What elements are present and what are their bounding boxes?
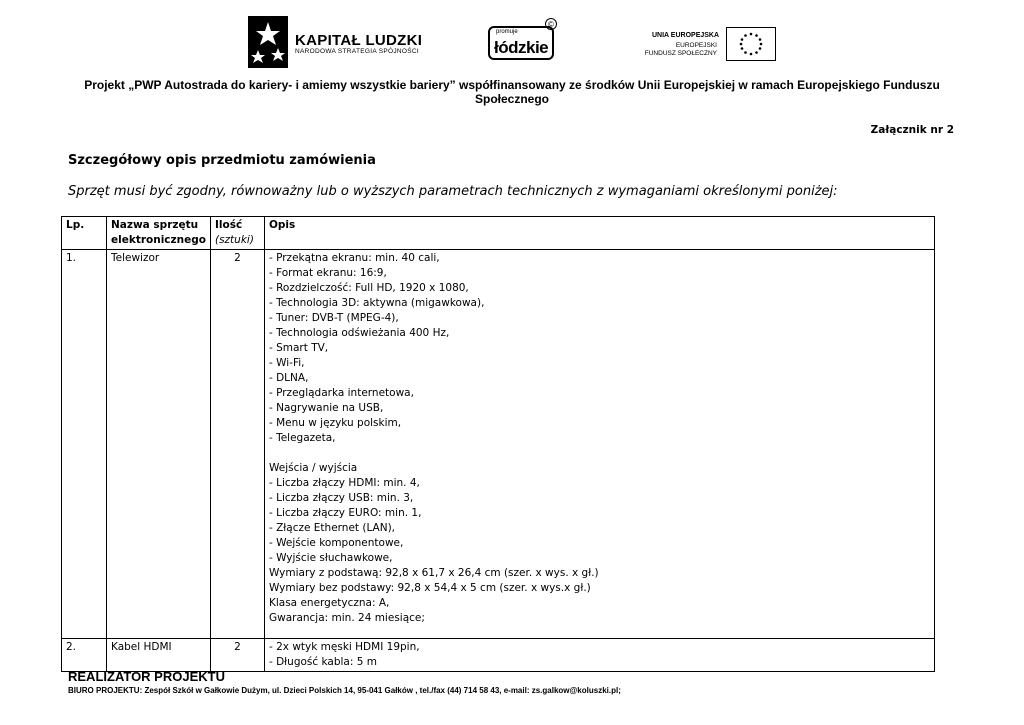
desc-line: - Tuner: DVB-T (MPEG-4), <box>268 312 399 324</box>
desc-line: - Długość kabla: 5 m <box>268 656 377 668</box>
desc-line: - Liczba złączy USB: min. 3, <box>268 492 414 504</box>
desc-line: Wymiary bez podstawy: 92,8 x 54,4 x 5 cm (szer. x wys.x gł.) <box>268 582 591 594</box>
header-name: Nazwa sprzętu elektronicznego <box>107 217 211 250</box>
header-lp: Lp. <box>62 217 107 250</box>
header-desc: Opis <box>264 217 934 250</box>
desc-line: Gwarancja: min. 24 miesiące; <box>268 612 425 624</box>
desc-line: - Format ekranu: 16:9, <box>268 267 387 279</box>
desc-line: - Wejście komponentowe, <box>268 537 404 549</box>
desc-line: - Smart TV, <box>268 342 329 354</box>
row-qty: 2 <box>210 639 264 672</box>
desc-line: - 2x wtyk męski HDMI 19pin, <box>268 641 420 653</box>
row-lp: 2. <box>62 639 107 672</box>
kapital-ludzki-logo-icon <box>248 16 288 68</box>
desc-line: Klasa energetyczna: A, <box>268 597 390 609</box>
annex-label: Załącznik nr 2 <box>870 124 954 136</box>
desc-line: - Telegazeta, <box>268 432 336 444</box>
ue-subtitle-1: EUROPEJSKI <box>675 42 717 49</box>
header-qty-unit: (sztuki) <box>214 234 254 246</box>
ue-title: UNIA EUROPEJSKA <box>652 32 720 39</box>
desc-line: - Technologia odświeżania 400 Hz, <box>268 327 450 339</box>
header-qty-label: Ilość <box>214 219 243 231</box>
desc-line: - DLNA, <box>268 372 309 384</box>
row-lp: 1. <box>62 250 107 639</box>
row-name: Kabel HDMI <box>107 639 211 672</box>
desc-line: - Wi-Fi, <box>268 357 305 369</box>
row-desc <box>264 639 934 672</box>
lodzkie-logo-text: łódzkie <box>494 38 549 57</box>
row-desc <box>264 250 934 639</box>
desc-line: Wymiary z podstawą: 92,8 x 61,7 x 26,4 cm (szer. x wys. x gł.) <box>268 567 599 579</box>
table-row <box>62 250 935 639</box>
intro-text: Sprzęt musi być zgodny, równoważny lub o wyższych parametrach technicznych z wymaganiami określonymi poniżej: <box>68 184 838 199</box>
desc-line: - Technologia 3D: aktywna (migawkowa), <box>268 297 485 309</box>
desc-line: - Przeglądarka internetowa, <box>268 387 414 399</box>
footer-address: BIURO PROJEKTU: Zespół Szkół w Gałkowie Dużym, ul. Dzieci Polskich 14, 95-041 Gałków , tel./fax (44) 714 58 43, e-mail: zs.galkow@koluszki.pl; <box>68 686 621 695</box>
table-row <box>62 639 935 672</box>
kapital-ludzki-subtitle: NARODOWA STRATEGIA SPÓJNOŚCI <box>295 48 419 55</box>
desc-line: - Nagrywanie na USB, <box>268 402 384 414</box>
desc-line: - Menu w języku polskim, <box>268 417 402 429</box>
desc-line: - Rozdzielczość: Full HD, 1920 x 1080, <box>268 282 469 294</box>
header-qty <box>210 217 264 250</box>
kapital-ludzki-title: KAPITAŁ LUDZKI <box>295 32 423 49</box>
row-qty: 2 <box>210 250 264 639</box>
section-title: Szczegółowy opis przedmiotu zamówienia <box>68 153 376 168</box>
desc-line: - Liczba złączy HDMI: min. 4, <box>268 477 420 489</box>
desc-line <box>269 446 930 461</box>
ue-subtitle-2: FUNDUSZ SPOŁECZNY <box>644 50 717 57</box>
equipment-table <box>61 216 935 672</box>
desc-line: - Liczba złączy EURO: min. 1, <box>268 507 422 519</box>
desc-line: - Przekątna ekranu: min. 40 cali, <box>268 252 440 264</box>
lodzkie-logo-small-text: promuje <box>496 29 518 35</box>
desc-line: - Złącze Ethernet (LAN), <box>268 522 396 534</box>
desc-line: - Wyjście słuchawkowe, <box>268 552 393 564</box>
row-name: Telewizor <box>107 250 211 639</box>
eu-flag-icon <box>726 27 776 61</box>
project-title: Projekt „PWP Autostrada do kariery- i amiemy wszystkie bariery” współfinansowany ze środków Unii Europejskiej w ramach Europejskiego Funduszu Społecznego <box>84 78 940 106</box>
desc-line: Wejścia / wyjścia <box>268 462 358 474</box>
copyright-mark: © <box>545 18 557 30</box>
table-header-row <box>62 217 935 250</box>
footer-title: REALIZATOR PROJEKTU <box>68 669 225 684</box>
